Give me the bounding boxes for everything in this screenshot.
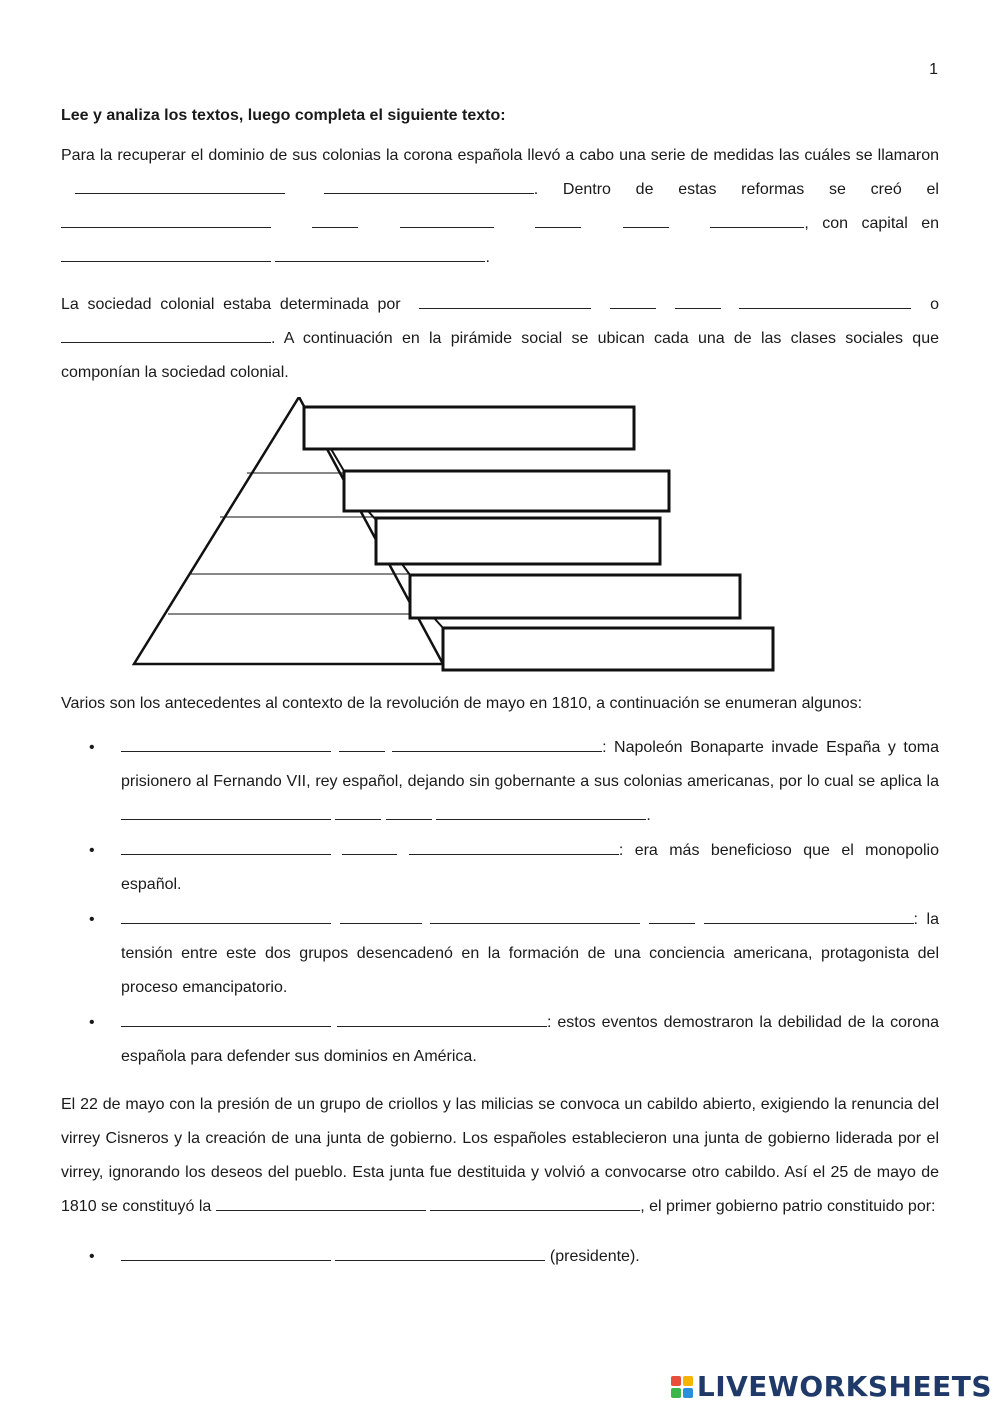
- pyramid-answer-box[interactable]: [410, 575, 740, 618]
- list-item: [61, 903, 939, 1005]
- blank-input[interactable]: [430, 907, 640, 924]
- blank-input[interactable]: [121, 803, 331, 820]
- pyramid-step: [402, 564, 410, 575]
- blank-input[interactable]: [335, 1244, 545, 1261]
- blank-input[interactable]: [312, 211, 358, 228]
- blank-input[interactable]: [337, 1010, 547, 1027]
- liveworksheets-logo: [671, 1370, 992, 1403]
- page-number: 1: [929, 61, 938, 78]
- blank-input[interactable]: [535, 211, 581, 228]
- social-pyramid: [61, 397, 939, 687]
- list-item: [61, 1006, 939, 1074]
- list-item: [61, 731, 939, 833]
- president-item: [61, 1240, 939, 1274]
- blank-input[interactable]: [61, 326, 271, 343]
- paragraph2-text-c: . A continuación en la pirámide social se ubican cada una de las clases sociales que componían la sociedad colonial.: [61, 330, 939, 381]
- paragraph2-text-b: o: [930, 296, 939, 313]
- bullet-icon: •: [89, 739, 95, 756]
- antecedent-item3-text: : la tensión entre este dos grupos desencadenó en la formación de una conciencia americana, protagonista del proceso emancipatorio.: [121, 911, 940, 996]
- blank-input[interactable]: [392, 735, 602, 752]
- paragraph-society: [61, 288, 939, 390]
- president-label: (presidente).: [549, 1248, 640, 1265]
- blank-input[interactable]: [275, 245, 485, 262]
- antecedent-item2-text: : era más beneficioso que el monopolio español.: [121, 842, 940, 893]
- antecedents-intro: Varios son los antecedentes al contexto de la revolución de mayo en 1810, a continuación se enumeran algunos:: [61, 695, 863, 712]
- blank-input[interactable]: [121, 1010, 331, 1027]
- blank-input[interactable]: [339, 735, 385, 752]
- blank-input[interactable]: [739, 292, 911, 309]
- social-pyramid-figure: [61, 397, 939, 687]
- logo-square: [671, 1388, 681, 1398]
- blank-input[interactable]: [704, 907, 914, 924]
- paragraph1-text-c: , con capital en: [804, 215, 940, 232]
- pyramid-answer-box[interactable]: [344, 471, 669, 511]
- blank-input[interactable]: [121, 735, 331, 752]
- antecedent-item1-text-a: : Napoleón Bonaparte invade España y toma prisionero al Fernando VII, rey español, dejando sin gobernante a sus colonias americanas, por lo cual se aplica la: [121, 739, 939, 790]
- blank-input[interactable]: [419, 292, 591, 309]
- logo-grid-icon: [671, 1376, 693, 1398]
- bullet-icon: •: [89, 911, 95, 928]
- blank-input[interactable]: [121, 1244, 331, 1261]
- paragraph3-text-b: , el primer gobierno patrio constituido por:: [640, 1198, 936, 1215]
- blank-input[interactable]: [710, 211, 804, 228]
- logo-text: LIVEWORKSHEETS: [696, 1370, 992, 1403]
- bullet-icon: •: [89, 1248, 95, 1265]
- antecedents-list: [61, 731, 939, 1074]
- paragraph1-text-d: .: [485, 249, 490, 266]
- pyramid-answer-box[interactable]: [443, 628, 773, 670]
- blank-input[interactable]: [335, 803, 381, 820]
- blank-input[interactable]: [409, 838, 619, 855]
- blank-input[interactable]: [675, 292, 721, 309]
- blank-input[interactable]: [340, 907, 422, 924]
- paragraph1-text-b: . Dentro de estas reformas se creó el: [533, 181, 939, 198]
- logo-square: [671, 1376, 681, 1386]
- blank-input[interactable]: [121, 907, 331, 924]
- paragraph-may-revolution: [61, 1088, 939, 1224]
- blank-input[interactable]: [610, 292, 656, 309]
- blank-input[interactable]: [216, 1194, 426, 1211]
- blank-input[interactable]: [430, 1194, 640, 1211]
- antecedent-item1-text-b: .: [646, 807, 651, 824]
- blank-input[interactable]: [75, 177, 285, 194]
- bullet-icon: •: [89, 842, 95, 859]
- pyramid-answer-box[interactable]: [376, 518, 660, 564]
- paragraph1-text-a: Para la recuperar el dominio de sus colonias la corona española llevó a cabo una serie de medidas las cuáles se llamaron: [61, 147, 939, 164]
- blank-input[interactable]: [324, 177, 534, 194]
- antecedent-item4-text: : estos eventos demostraron la debilidad de la corona española para defender sus dominios en América.: [121, 1014, 939, 1065]
- bullet-icon: •: [89, 1014, 95, 1031]
- pyramid-answer-box[interactable]: [304, 407, 634, 449]
- logo-square: [683, 1376, 693, 1386]
- blank-input[interactable]: [61, 245, 271, 262]
- blank-input[interactable]: [623, 211, 669, 228]
- instruction-heading: Lee y analiza los textos, luego completa el siguiente texto:: [61, 107, 506, 124]
- blank-input[interactable]: [649, 907, 695, 924]
- worksheet-content: [61, 105, 939, 1274]
- paragraph-reforms: [61, 139, 939, 275]
- blank-input[interactable]: [342, 838, 397, 855]
- logo-square: [683, 1388, 693, 1398]
- blank-input[interactable]: [386, 803, 432, 820]
- list-item: [61, 834, 939, 902]
- blank-input[interactable]: [61, 211, 271, 228]
- blank-input[interactable]: [400, 211, 494, 228]
- blank-input[interactable]: [436, 803, 646, 820]
- blank-input[interactable]: [121, 838, 331, 855]
- paragraph2-text-a: La sociedad colonial estaba determinada por: [61, 296, 401, 313]
- paragraph3-text-a: El 22 de mayo con la presión de un grupo de criollos y las milicias se convoca un cabildo abierto, exigiendo la renuncia del virrey Cisneros y la creación de una junta de gobierno. Los españoles establecieron una junta de gobierno liderada por el virrey, ignorando los deseos del pueblo. Esta junta fue destituida y volvió a convocarse otro cabildo. Así el 25 de mayo de 1810 se constituyó la: [61, 1096, 939, 1215]
